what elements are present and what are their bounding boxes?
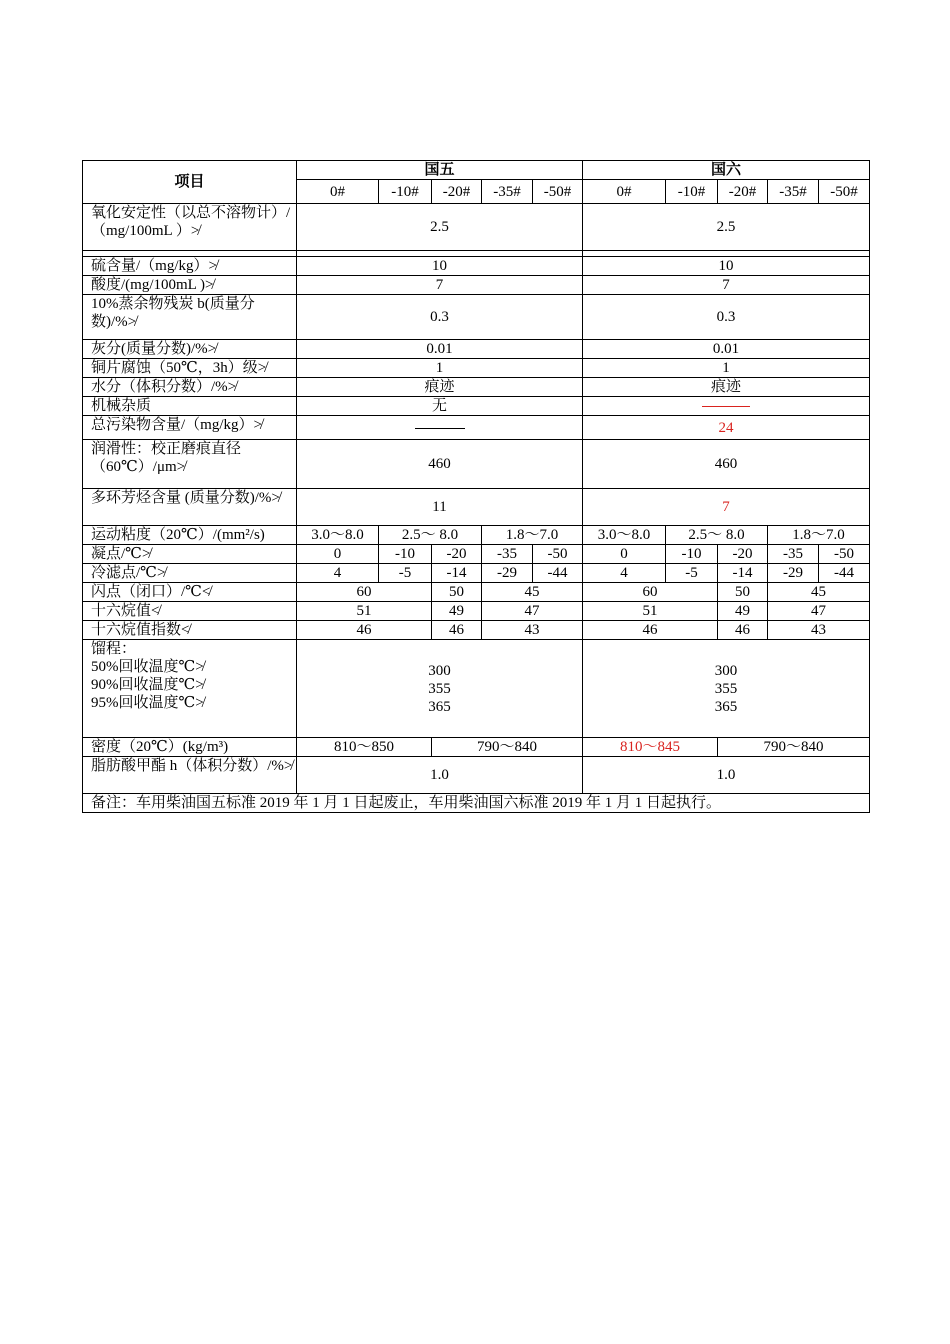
cell-value: -35 (768, 545, 819, 564)
row-label-water: 水分（体积分数）/%≯ (83, 378, 297, 397)
cell-value: 45 (768, 583, 870, 602)
grade-header: 0# (297, 180, 379, 204)
cell-guoliu-distillation (583, 640, 870, 738)
cell-guowu: 0.01 (297, 340, 583, 359)
row-label-sulfur: 硫含量/（mg/kg）≯ (83, 257, 297, 276)
cell-guoliu-dash (583, 397, 870, 416)
distillation-value: 355 (428, 680, 451, 697)
cell-value: 43 (768, 621, 870, 640)
row-label-carbon-residue: 10%蒸余物残炭 b(质量分数)/%≯ (83, 295, 297, 340)
cell-value: 43 (482, 621, 583, 640)
cell-guoliu: 0.3 (583, 295, 870, 340)
cell-value: -10 (666, 545, 718, 564)
row-label-lubricity: 润滑性：校正磨痕直径（60℃）/μm≯ (83, 440, 297, 489)
cell-value: -14 (718, 564, 768, 583)
cell-value: 51 (583, 602, 718, 621)
grade-header: -35# (482, 180, 533, 204)
cell-guowu: 11 (297, 489, 583, 526)
cell-value: 47 (482, 602, 583, 621)
cell-value: -20 (432, 545, 482, 564)
row-label-cetane-index: 十六烷值指数≮ (83, 621, 297, 640)
cell-guowu: 1.0 (297, 757, 583, 794)
row-label-distillation (83, 640, 297, 738)
row-label-copper-corrosion: 铜片腐蚀（50℃，3h）级≯ (83, 359, 297, 378)
cell-value: 49 (718, 602, 768, 621)
cell-value: 0 (583, 545, 666, 564)
cell-value: -44 (533, 564, 583, 583)
cell-guoliu-highlight: 24 (583, 416, 870, 440)
grade-header: 0# (583, 180, 666, 204)
cell-guoliu: 1 (583, 359, 870, 378)
grade-header: -10# (666, 180, 718, 204)
cell-guoliu: 460 (583, 440, 870, 489)
cell-value: 4 (583, 564, 666, 583)
cell-density: 810～850 (297, 738, 432, 757)
cell-value: 50 (432, 583, 482, 602)
cell-value: -35 (482, 545, 533, 564)
cell-guowu: 460 (297, 440, 583, 489)
distillation-95: 95%回收温度℃≯ (91, 695, 204, 711)
cell-viscosity: 2.5～ 8.0 (379, 526, 482, 545)
row-label-pah: 多环芳烃含量 (质量分数)/%≯ (83, 489, 297, 526)
diesel-standard-table (82, 160, 870, 813)
row-label-pour-point: 凝点/℃≯ (83, 545, 297, 564)
cell-guowu: 10 (297, 257, 583, 276)
cell-guowu: 0.3 (297, 295, 583, 340)
cell-viscosity: 2.5～ 8.0 (666, 526, 768, 545)
distillation-value: 365 (428, 698, 451, 715)
row-label-total-contamination: 总污染物含量/（mg/kg）≯ (83, 416, 297, 440)
cell-value: 51 (297, 602, 432, 621)
header-item: 项目 (83, 161, 297, 204)
cell-value: 46 (432, 621, 482, 640)
distillation-value: 300 (714, 662, 738, 679)
dash-line (415, 428, 465, 429)
table-note: 备注：车用柴油国五标准 2019 年 1 月 1 日起废止，车用柴油国六标准 2019 年 1 月 1 日起执行。 (83, 794, 870, 813)
grade-header: -20# (718, 180, 768, 204)
grade-header: -20# (432, 180, 482, 204)
cell-viscosity: 3.0～8.0 (297, 526, 379, 545)
grade-header: -35# (768, 180, 819, 204)
cell-value: 47 (768, 602, 870, 621)
row-label-acidity: 酸度/(mg/100mL )≯ (83, 276, 297, 295)
cell-guowu-dash (297, 416, 583, 440)
cell-viscosity: 3.0～8.0 (583, 526, 666, 545)
cell-guoliu-highlight: 7 (583, 489, 870, 526)
cell-value: 60 (297, 583, 432, 602)
grade-header: -50# (819, 180, 870, 204)
grade-header: -10# (379, 180, 432, 204)
cell-density: 790～840 (718, 738, 870, 757)
row-label-oxidation: 氧化安定性（以总不溶物计）/（mg/100mL ）≯ (83, 204, 297, 251)
row-label-fame: 脂肪酸甲酯 h（体积分数）/%≯ (83, 757, 297, 794)
cell-value: -10 (379, 545, 432, 564)
cell-value: -29 (768, 564, 819, 583)
cell-value: 46 (297, 621, 432, 640)
cell-density-highlight: 810～845 (583, 738, 718, 757)
cell-guoliu: 0.01 (583, 340, 870, 359)
cell-guoliu: 10 (583, 257, 870, 276)
row-label-density: 密度（20℃）(kg/m³) (83, 738, 297, 757)
cell-guowu: 2.5 (297, 204, 583, 251)
cell-value: 4 (297, 564, 379, 583)
distillation-value: 300 (428, 662, 451, 679)
row-label-mechanical-impurities: 机械杂质 (83, 397, 297, 416)
cell-guoliu: 1.0 (583, 757, 870, 794)
cell-viscosity: 1.8～7.0 (482, 526, 583, 545)
cell-value: 49 (432, 602, 482, 621)
cell-value: -5 (666, 564, 718, 583)
cell-value: -20 (718, 545, 768, 564)
cell-value: -44 (819, 564, 870, 583)
cell-guowu: 无 (297, 397, 583, 416)
cell-value: 50 (718, 583, 768, 602)
cell-value: 45 (482, 583, 583, 602)
cell-guowu: 痕迹 (297, 378, 583, 397)
cell-guowu: 1 (297, 359, 583, 378)
grade-header: -50# (533, 180, 583, 204)
cell-value: -5 (379, 564, 432, 583)
distillation-title: 馏程： (91, 641, 137, 657)
cell-guoliu: 痕迹 (583, 378, 870, 397)
distillation-value: 365 (714, 698, 738, 715)
cell-value: -14 (432, 564, 482, 583)
header-guowu: 国五 (297, 161, 583, 180)
row-label-cetane-number: 十六烷值≮ (83, 602, 297, 621)
distillation-value: 355 (714, 680, 738, 697)
row-label-ash: 灰分(质量分数)/%≯ (83, 340, 297, 359)
cell-guoliu: 2.5 (583, 204, 870, 251)
cell-value: -29 (482, 564, 533, 583)
cell-density: 790～840 (432, 738, 583, 757)
distillation-90: 90%回收温度℃≯ (91, 677, 204, 693)
red-dash-line (702, 406, 750, 407)
header-guoliu: 国六 (583, 161, 870, 180)
row-label-viscosity: 运动粘度（20℃）/(mm²/s) (83, 526, 297, 545)
cell-value: 46 (583, 621, 718, 640)
row-label-cold-filter-plugging-point: 冷滤点/℃≯ (83, 564, 297, 583)
cell-viscosity: 1.8～7.0 (768, 526, 870, 545)
cell-guowu: 7 (297, 276, 583, 295)
cell-guowu-distillation (297, 640, 583, 738)
cell-value: 60 (583, 583, 718, 602)
cell-guoliu: 7 (583, 276, 870, 295)
cell-value: 0 (297, 545, 379, 564)
cell-value: -50 (819, 545, 870, 564)
distillation-50: 50%回收温度℃≯ (91, 659, 204, 675)
cell-value: 46 (718, 621, 768, 640)
cell-value: -50 (533, 545, 583, 564)
row-label-flash-point: 闪点（闭口）/℃≮ (83, 583, 297, 602)
